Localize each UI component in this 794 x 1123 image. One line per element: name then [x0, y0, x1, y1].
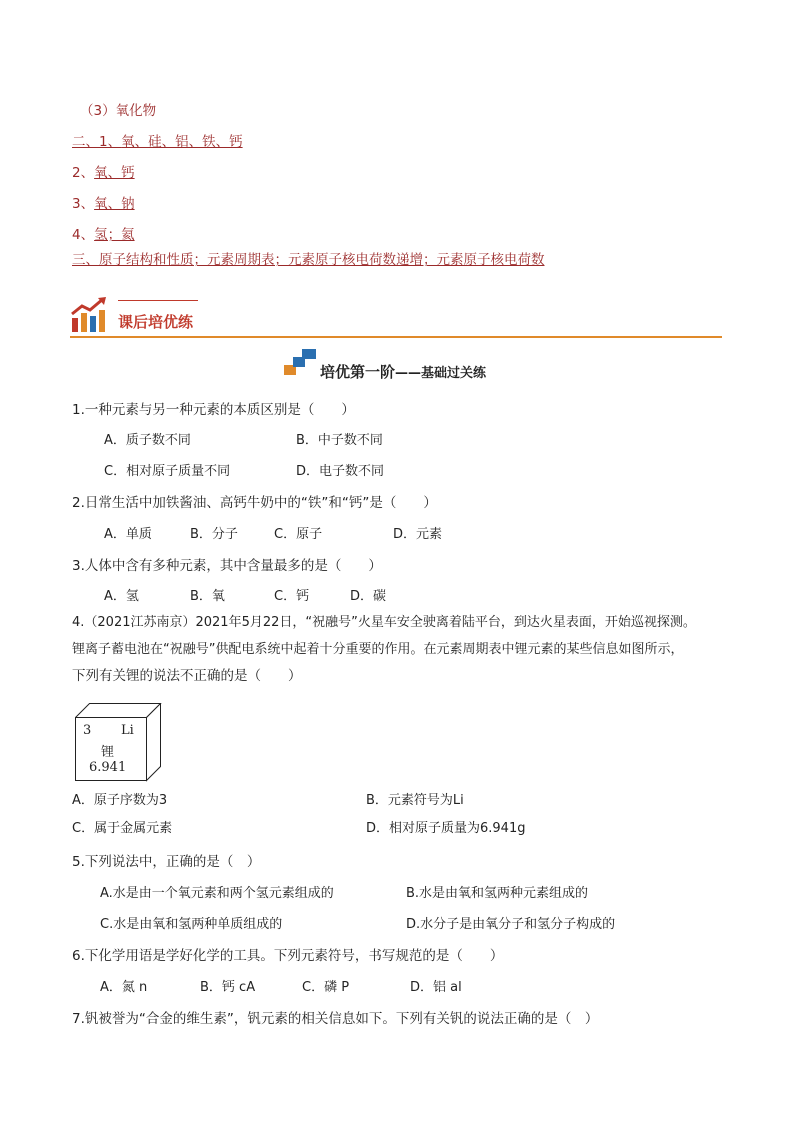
q1-option-b[interactable]: B．中子数不同: [296, 433, 383, 448]
answer-text: 氧、钠: [94, 196, 135, 212]
growth-chart-icon: [70, 296, 110, 334]
answer-three: [72, 251, 545, 269]
q2-option-c[interactable]: C．原子: [274, 527, 323, 542]
question-7: 7.钒被誉为“合金的维生素”，钒元素的相关信息如下。下列有关钒的说法正确的是（ ）: [72, 1011, 599, 1027]
q4-option-a[interactable]: A．原子序数为3: [72, 793, 168, 808]
question-4-line-2: 锂离子蓄电池在“祝融号”供配电系统中起着十分重要的作用。在元素周期表中锂元素的某些信息如图所示，: [72, 642, 684, 657]
section-rule-top: [118, 300, 198, 301]
question-4-line-1: 4.（2021江苏南京）2021年5月22日，“祝融号”火星车安全驶离着陆平台，到达火星表面，开始巡视探测。: [72, 615, 696, 630]
question-5: 5.下列说法中，正确的是（ ）: [72, 854, 261, 870]
q2-option-b[interactable]: B．分子: [190, 527, 238, 542]
q6-option-b[interactable]: B．钙 cA: [200, 980, 256, 995]
stairs-icon: [284, 349, 318, 377]
question-4-line-3: 下列有关锂的说法不正确的是（ ）: [72, 668, 302, 684]
answer-3-text: （3）氧化物: [80, 103, 157, 119]
subsection-title: [320, 361, 486, 382]
question-1: 1.一种元素与另一种元素的本质区别是（ ）: [72, 402, 355, 418]
answer-prefix: 4、: [72, 227, 95, 243]
answer-text: 原子结构和性质；元素周期表；元素原子核电荷数递增；元素原子核电荷数: [99, 252, 545, 268]
answer-two-2: [72, 164, 135, 182]
element-name: 锂: [101, 745, 115, 760]
q1-option-c[interactable]: C．相对原子质量不同: [104, 464, 231, 479]
section-divider: [70, 336, 722, 338]
q2-option-d[interactable]: D．元素: [393, 527, 443, 542]
q4-option-c[interactable]: C．属于金属元素: [72, 821, 173, 836]
q6-option-c[interactable]: C．磷 P: [302, 980, 350, 995]
element-cell-lithium: [75, 703, 165, 787]
q1-option-d[interactable]: D．电子数不同: [296, 464, 385, 479]
element-atomic-mass: 6.941: [89, 760, 127, 775]
answer-text: 氧、钙: [94, 165, 135, 181]
q5-option-d[interactable]: D.水分子是由氧分子和氢分子构成的: [406, 917, 616, 932]
subsection-title-main: 培优第一阶: [320, 363, 396, 381]
q6-option-d[interactable]: D．铝 al: [410, 980, 462, 995]
q3-option-c[interactable]: C．钙: [274, 589, 310, 604]
answer-prefix: 3、: [72, 196, 95, 212]
answer-3: [80, 102, 156, 120]
q5-option-a[interactable]: A.水是由一个氧元素和两个氢元素组成的: [100, 886, 334, 901]
answer-two-4: [72, 226, 135, 244]
question-6: 6.下化学用语是学好化学的工具。下列元素符号，书写规范的是（ ）: [72, 948, 504, 964]
question-3: 3.人体中含有多种元素，其中含量最多的是（ ）: [72, 558, 382, 574]
answer-two-3: [72, 195, 135, 213]
q1-option-a[interactable]: A．质子数不同: [104, 433, 191, 448]
q2-option-a[interactable]: A．单质: [104, 527, 152, 542]
answer-prefix: 三、: [72, 252, 99, 268]
q3-option-a[interactable]: A．氢: [104, 589, 139, 604]
answer-text: 氧、硅、铝、铁、钙: [121, 134, 243, 150]
question-2: 2.日常生活中加铁酱油、高钙牛奶中的“铁”和“钙”是（ ）: [72, 495, 437, 511]
answer-prefix: 二、1、: [72, 134, 122, 150]
answer-two-1: [72, 133, 243, 151]
element-symbol: Li: [121, 723, 134, 738]
section-title: 课后培优练: [118, 313, 194, 331]
q5-option-b[interactable]: B.水是由氧和氢两种元素组成的: [406, 886, 589, 901]
answer-text: 氢；氦: [94, 227, 135, 243]
q6-option-a[interactable]: A．氮 n: [100, 980, 148, 995]
q5-option-c[interactable]: C.水是由氧和氢两种单质组成的: [100, 917, 283, 932]
q3-option-b[interactable]: B．氧: [190, 589, 225, 604]
q4-option-d[interactable]: D．相对原子质量为6.941g: [366, 821, 526, 836]
q3-option-d[interactable]: D．碳: [350, 589, 387, 604]
answer-prefix: 2、: [72, 165, 95, 181]
subsection-title-rest: ——基础过关练: [395, 366, 487, 381]
q4-option-b[interactable]: B．元素符号为Li: [366, 793, 464, 808]
element-atomic-number: 3: [83, 723, 92, 738]
